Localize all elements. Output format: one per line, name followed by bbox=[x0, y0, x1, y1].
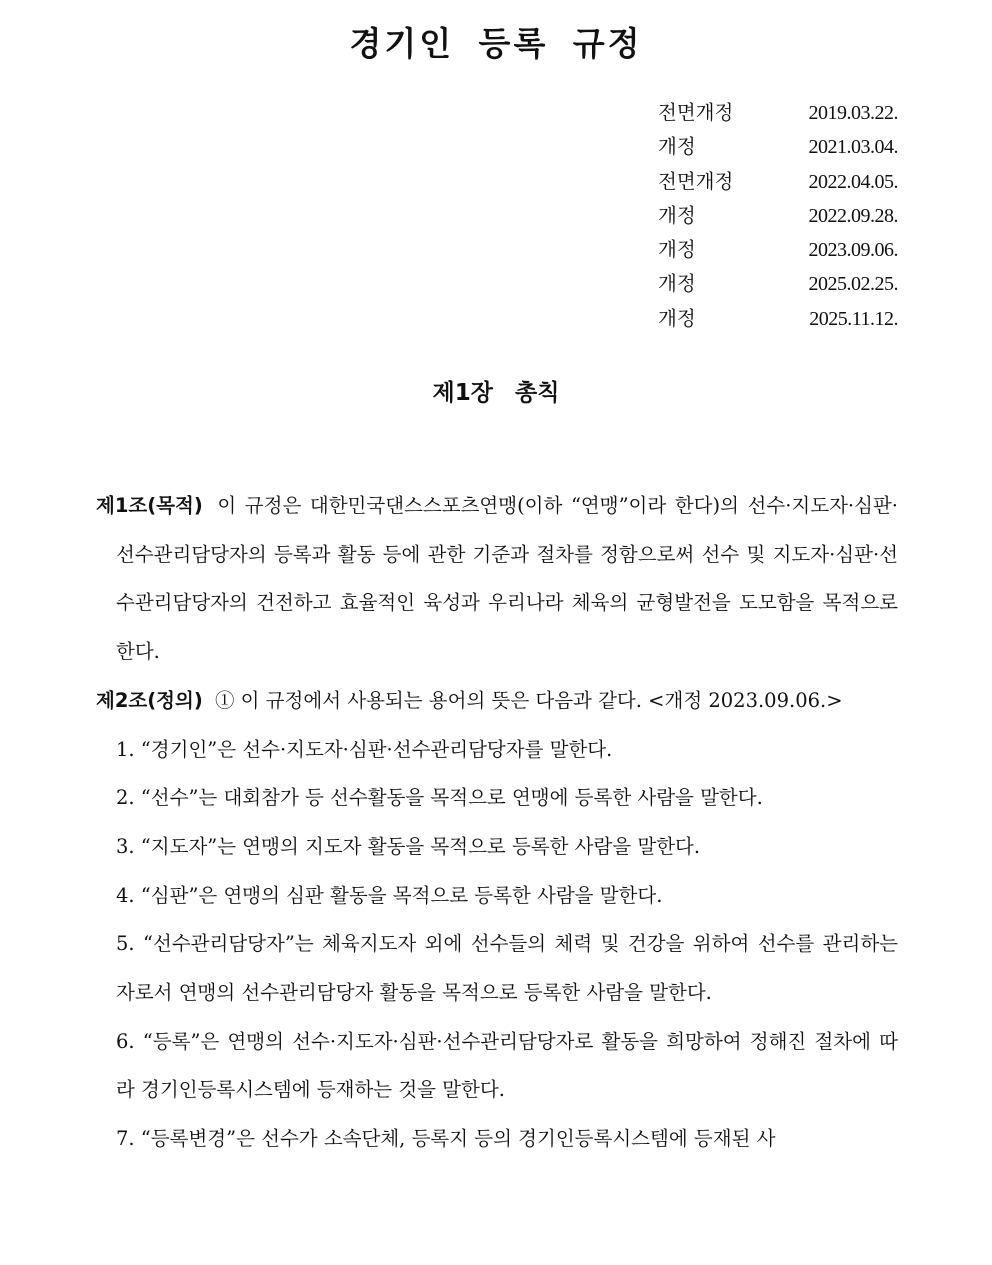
definition-item: 7. “등록변경”은 선수가 소속단체, 등록지 등의 경기인등록시스템에 등재된 사 bbox=[116, 1127, 776, 1151]
revision-history bbox=[658, 98, 898, 338]
revision-date: 2022.04.05. bbox=[808, 170, 898, 193]
revision-date: 2023.09.06. bbox=[808, 239, 898, 262]
document-body bbox=[96, 482, 898, 1164]
definition-item: 1. “경기인”은 선수·지도자·심판·선수관리담당자를 말한다. bbox=[116, 737, 613, 761]
article-text: ① 이 규정에서 사용되는 용어의 뜻은 다음과 같다. <개정 2023.09.06.> bbox=[214, 688, 843, 712]
chapter-heading: 제1장 총칙 bbox=[432, 380, 560, 406]
revision-label: 개정 bbox=[658, 272, 696, 296]
revision-row bbox=[658, 201, 898, 235]
definition-item: 3. “지도자”는 연맹의 지도자 활동을 목적으로 등록한 사람을 말한다. bbox=[116, 834, 701, 858]
revision-label: 개정 bbox=[658, 306, 696, 330]
revision-row bbox=[658, 132, 898, 166]
article-text: 이 규정은 대한민국댄스스포츠연맹(이하 “연맹”이라 한다)의 선수·지도자·심판·선수관리담당자의 등록과 활동 등에 관한 기준과 절차를 정함으로써 선수 및 지도자·심판·선수관리담당자의 건전하고 효율적인 육성과 우리나라 체육의 균형발전을 도모함을 목적으로 한다. bbox=[116, 494, 898, 664]
article-1 bbox=[96, 482, 898, 677]
revision-date: 2021.03.04. bbox=[808, 136, 898, 159]
revision-label: 개정 bbox=[658, 203, 696, 227]
revision-label: 전면개정 bbox=[658, 101, 734, 124]
article-heading: 제2조(정의) bbox=[96, 688, 203, 712]
article-heading: 제1조(목적) bbox=[96, 494, 203, 517]
definition-item: 2. “선수”는 대회참가 등 선수활동을 목적으로 연맹에 등록한 사람을 말한다. bbox=[116, 786, 763, 810]
revision-label: 개정 bbox=[658, 135, 696, 159]
revision-date: 2019.03.22. bbox=[808, 102, 898, 124]
revision-row bbox=[658, 304, 898, 338]
document-title: 경기인 등록 규정 bbox=[349, 24, 643, 63]
revision-row bbox=[658, 167, 898, 201]
revision-date: 2025.11.12. bbox=[809, 307, 898, 330]
revision-label: 전면개정 bbox=[658, 169, 734, 193]
article-2 bbox=[96, 677, 898, 726]
revision-row bbox=[658, 235, 898, 269]
revision-label: 개정 bbox=[658, 238, 696, 262]
revision-row bbox=[658, 98, 898, 132]
definition-item: 5. “선수관리담당자”는 체육지도자 외에 선수들의 체력 및 건강을 위하여 선수를 관리하는 자로서 연맹의 선수관리담당자 활동을 목적으로 등록한 사람을 말한다. bbox=[116, 932, 898, 1005]
revision-date: 2025.02.25. bbox=[808, 273, 898, 296]
definition-item: 6. “등록”은 연맹의 선수·지도자·심판·선수관리담당자로 활동을 희망하여 정해진 절차에 따라 경기인등록시스템에 등재하는 것을 말한다. bbox=[116, 1029, 898, 1102]
revision-date: 2022.09.28. bbox=[808, 204, 898, 227]
definition-item: 4. “심판”은 연맹의 심판 활동을 목적으로 등록한 사람을 말한다. bbox=[116, 883, 663, 907]
revision-row bbox=[658, 269, 898, 303]
